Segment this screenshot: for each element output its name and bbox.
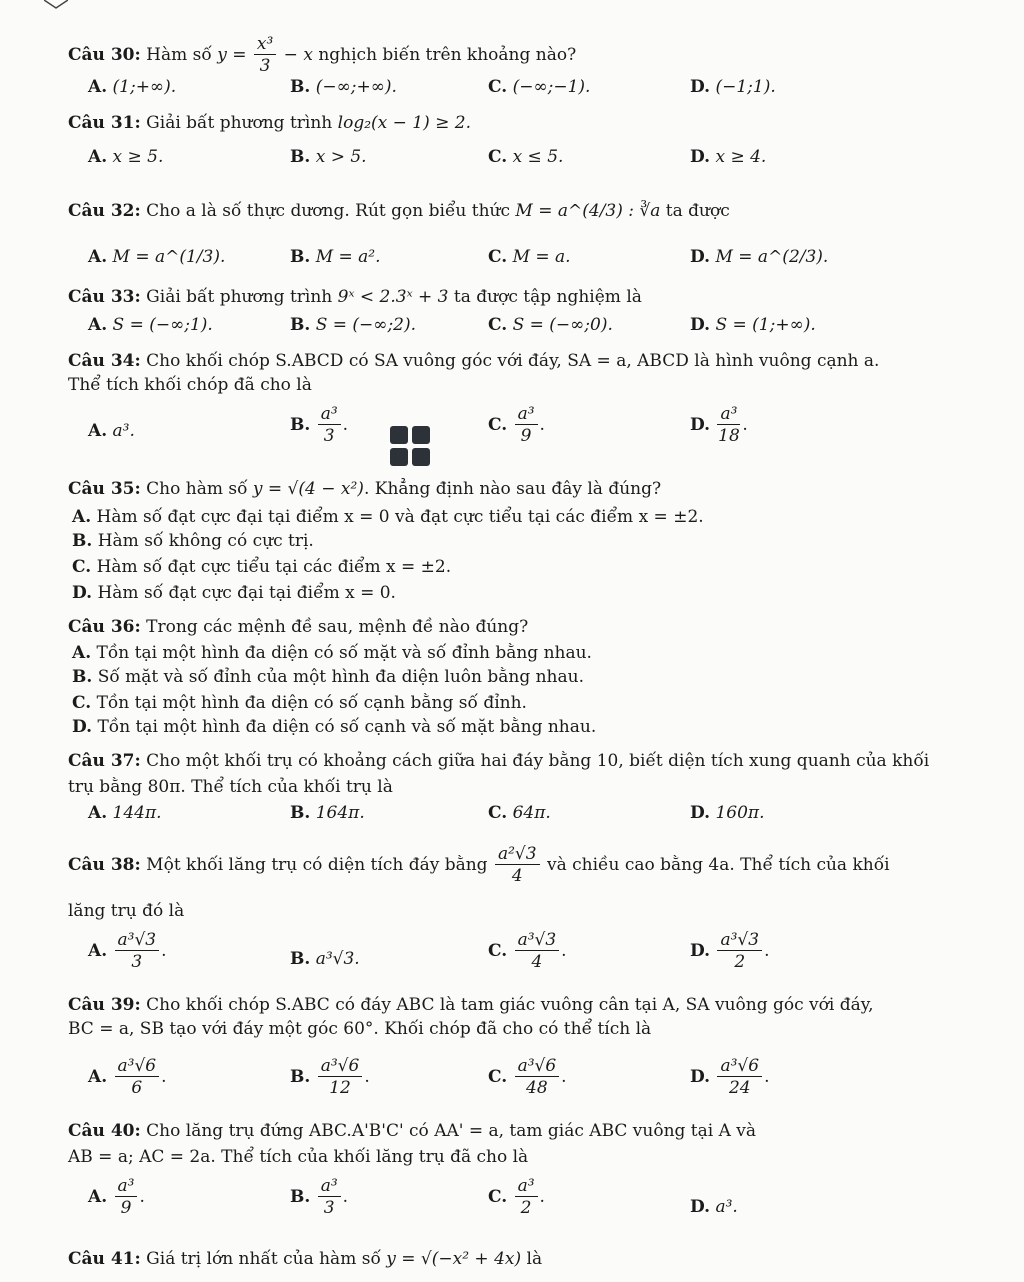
q41-post: là (526, 1249, 543, 1269)
q34-option-a[interactable]: A. a³. (88, 421, 135, 441)
q40-option-c[interactable]: C. $\frac{\text{a³}}{2}$ . (488, 1176, 545, 1218)
question-37 (68, 750, 929, 772)
q40-line1: Cho lăng trụ đứng ABC.A'B'C' có AA' = a, tam giác ABC vuông tại A và (146, 1121, 757, 1141)
q30-pre: Hàm số (146, 45, 212, 65)
q30-fraction (254, 34, 276, 77)
grid-overlay-icon[interactable] (388, 424, 432, 468)
q41-expr: y = √(−x² + 4x) (386, 1249, 522, 1269)
q30-label: Câu 30: (68, 45, 141, 65)
q35-post: . Khẳng định nào sau đây là đúng? (363, 479, 662, 499)
q30-option-c[interactable]: C. (−∞;−1). (488, 77, 591, 97)
q30-fn-den: 3 (259, 56, 271, 76)
question-36 (68, 616, 528, 638)
q31-expr: log₂(x − 1) ≥ 2. (337, 113, 472, 133)
q36-label: Câu 36: (68, 617, 141, 637)
q40-label: Câu 40: (68, 1121, 141, 1141)
q38-pre: Một khối lăng trụ có diện tích đáy bằng (146, 855, 488, 875)
q32-text: Cho a là số thực dương. Rút gọn biểu thức (146, 201, 511, 221)
q40-line2: AB = a; AC = 2a. Thể tích của khối lăng trụ đã cho là (68, 1147, 529, 1167)
q32-label: Câu 32: (68, 201, 141, 221)
q38-option-d[interactable]: D. $\frac{\text{a³√3}}{2}$ . (690, 930, 770, 972)
q30-option-b[interactable]: B. (−∞;+∞). (290, 77, 397, 97)
q39-option-a[interactable]: A. $\frac{\text{a³√6}}{6}$ . (88, 1056, 167, 1098)
question-31 (68, 112, 471, 134)
question-40 (68, 1120, 756, 1142)
q33-label: Câu 33: (68, 287, 141, 307)
question-34 (68, 350, 879, 372)
q31-option-b[interactable]: B. x > 5. (290, 147, 367, 167)
q31-label: Câu 31: (68, 113, 141, 133)
q38-post: và chiều cao bằng 4a. Thể tích của khối (547, 855, 890, 875)
q31-text: Giải bất phương trình (146, 113, 333, 133)
q38-option-b[interactable]: B. a³√3. (290, 949, 360, 969)
question-32 (68, 200, 730, 222)
q35-label: Câu 35: (68, 479, 141, 499)
q34-label: Câu 34: (68, 351, 141, 371)
q35-option-c[interactable]: C. Hàm số đạt cực tiểu tại các điểm x = ±2. (72, 557, 452, 577)
q38-label: Câu 38: (68, 855, 141, 875)
q34-option-c[interactable]: C. $\frac{\text{a³}}{9}$ . (488, 404, 545, 446)
q40-option-b[interactable]: B. $\frac{\text{a³}}{3}$ . (290, 1176, 349, 1218)
q33-option-b[interactable]: B. S = (−∞;2). (290, 315, 417, 335)
question-39 (68, 994, 873, 1016)
q34-line2: Thể tích khối chóp đã cho là (68, 375, 312, 395)
q38-option-a[interactable]: A. $\frac{\text{a³√3}}{3}$ . (88, 930, 167, 972)
q31-option-c[interactable]: C. x ≤ 5. (488, 147, 564, 167)
top-chevron-mark (44, 0, 68, 10)
q30-fn-tail: − x (283, 45, 313, 65)
q36-option-a[interactable]: A. Tồn tại một hình đa diện có số mặt và số đỉnh bằng nhau. (72, 643, 592, 663)
q39-option-d[interactable]: D. $\frac{\text{a³√6}}{24}$ . (690, 1056, 770, 1098)
q35-option-d[interactable]: D. Hàm số đạt cực đại tại điểm x = 0. (72, 583, 396, 603)
q38-base-fraction: $\frac{\text{a²√3}}{4}$ (495, 844, 540, 887)
q30-option-a[interactable]: A. (1;+∞). (88, 77, 177, 97)
q31-option-d[interactable]: D. x ≥ 4. (690, 147, 767, 167)
q33-text: Giải bất phương trình (146, 287, 333, 307)
q35-option-b[interactable]: B. Hàm số không có cực trị. (72, 531, 314, 551)
q33-option-c[interactable]: C. S = (−∞;0). (488, 315, 613, 335)
q41-text: Giá trị lớn nhất của hàm số (146, 1249, 381, 1269)
q34-option-b[interactable]: B. $\frac{\text{a³}}{3}$ . (290, 404, 349, 446)
question-33 (68, 286, 642, 308)
q30-fn-num: x³ (254, 34, 276, 55)
q40-option-d[interactable]: D. a³. (690, 1197, 738, 1217)
q37-option-c[interactable]: C. 64π. (488, 803, 551, 823)
q37-line1: Cho một khối trụ có khoảng cách giữa hai đáy bằng 10, biết diện tích xung quanh của khối (146, 751, 930, 771)
q33-post: ta được tập nghiệm là (453, 287, 642, 307)
q34-line1: Cho khối chóp S.ABCD có SA vuông góc với đáy, SA = a, ABCD là hình vuông cạnh a. (146, 351, 880, 371)
q37-line2: trụ bằng 80π. Thể tích của khối trụ là (68, 777, 393, 797)
q37-label: Câu 37: (68, 751, 141, 771)
q33-option-a[interactable]: A. S = (−∞;1). (88, 315, 213, 335)
q36-option-d[interactable]: D. Tồn tại một hình đa diện có số cạnh và số mặt bằng nhau. (72, 717, 597, 737)
q36-text: Trong các mệnh đề sau, mệnh đề nào đúng? (146, 617, 529, 637)
q35-option-a[interactable]: A. Hàm số đạt cực đại tại điểm x = 0 và đạt cực tiểu tại các điểm x = ±2. (72, 507, 704, 527)
q40-option-a[interactable]: A. $\frac{\text{a³}}{9}$ . (88, 1176, 145, 1218)
q32-option-d[interactable]: D. M = a^(2/3). (690, 247, 829, 267)
question-41 (68, 1248, 542, 1270)
q37-option-b[interactable]: B. 164π. (290, 803, 365, 823)
q30-post: nghịch biến trên khoảng nào? (318, 45, 577, 65)
q36-option-b[interactable]: B. Số mặt và số đỉnh của một hình đa diện luôn bằng nhau. (72, 667, 584, 687)
q30-option-d[interactable]: D. (−1;1). (690, 77, 776, 97)
question-38 (68, 844, 890, 887)
q38-option-c[interactable]: C. $\frac{\text{a³√3}}{4}$ . (488, 930, 567, 972)
q41-label: Câu 41: (68, 1249, 141, 1269)
q32-expr: M = a^(4/3) : ∛a (515, 201, 661, 221)
q33-option-d[interactable]: D. S = (1;+∞). (690, 315, 816, 335)
q32-option-c[interactable]: C. M = a. (488, 247, 571, 267)
q30-fn-y: y = (217, 45, 247, 65)
q39-line2: BC = a, SB tạo với đáy một góc 60°. Khối chóp đã cho có thể tích là (68, 1019, 652, 1039)
q32-post: ta được (665, 201, 730, 221)
q39-label: Câu 39: (68, 995, 141, 1015)
q31-option-a[interactable]: A. x ≥ 5. (88, 147, 164, 167)
q37-option-d[interactable]: D. 160π. (690, 803, 765, 823)
q39-option-b[interactable]: B. $\frac{\text{a³√6}}{12}$ . (290, 1056, 370, 1098)
q32-option-a[interactable]: A. M = a^(1/3). (88, 247, 226, 267)
q33-expr: 9ˣ < 2.3ˣ + 3 (337, 287, 449, 307)
q39-option-c[interactable]: C. $\frac{\text{a³√6}}{48}$ . (488, 1056, 567, 1098)
q38-line2: lăng trụ đó là (68, 901, 185, 921)
question-35 (68, 478, 661, 500)
q32-option-b[interactable]: B. M = a². (290, 247, 381, 267)
q35-text: Cho hàm số (146, 479, 248, 499)
q39-line1: Cho khối chóp S.ABC có đáy ABC là tam giác vuông cân tại A, SA vuông góc với đáy, (146, 995, 874, 1015)
q36-option-c[interactable]: C. Tồn tại một hình đa diện có số cạnh bằng số đỉnh. (72, 693, 527, 713)
q37-option-a[interactable]: A. 144π. (88, 803, 162, 823)
q34-option-d[interactable]: D. $\frac{\text{a³}}{18}$ . (690, 404, 748, 446)
question-30 (68, 34, 576, 77)
q35-expr: y = √(4 − x²) (252, 479, 364, 499)
